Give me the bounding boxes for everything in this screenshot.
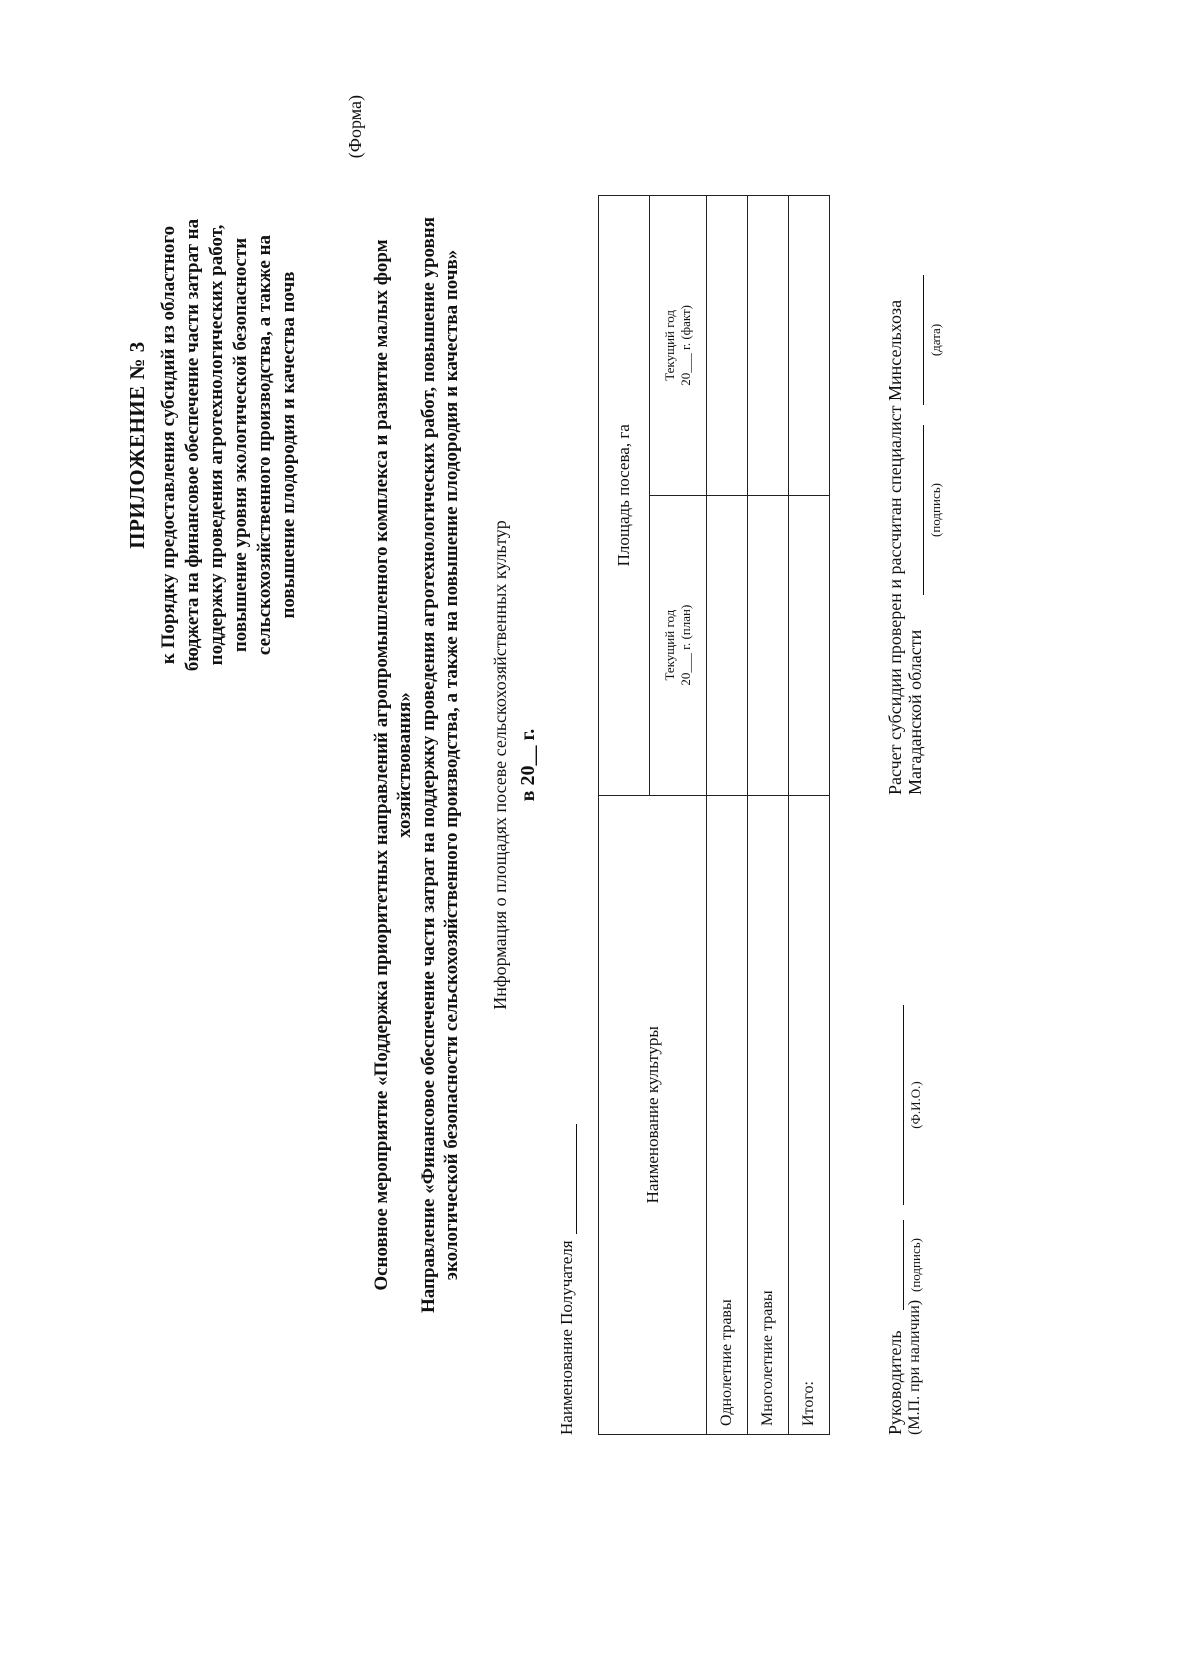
specialist-sign-line[interactable] — [923, 425, 924, 595]
specialist-signature-block — [885, 300, 925, 795]
rotated-form-sheet — [65, 55, 1125, 1555]
fact-cell[interactable] — [707, 196, 748, 496]
header-fact — [650, 196, 707, 496]
specialist-sign-caption: (подпись) — [928, 483, 943, 537]
appendix-line: повышение уровня экологической безопасности — [230, 237, 251, 653]
appendix-line: сельскохозяйственного производства, а также на — [254, 234, 275, 656]
row-label: Многолетние травы — [748, 795, 789, 1434]
crop-area-table — [598, 195, 830, 1435]
direction-title — [417, 95, 463, 1435]
header-plan — [650, 495, 707, 795]
fact-cell[interactable] — [789, 196, 830, 496]
plan-cell[interactable] — [789, 495, 830, 795]
manager-sign-line[interactable] — [903, 1220, 904, 1310]
appendix-line: к Порядку предоставления субсидий из областного — [158, 225, 179, 665]
direction-line: Направление «Финансовое обеспечение части затрат на поддержку проведения агротехнологических работ, повышение уровня — [418, 216, 439, 1314]
form-label: (Форма) — [345, 95, 365, 159]
manager-sign-caption: (подпись) — [908, 1238, 923, 1292]
appendix-line: бюджета на финансовое обеспечение части затрат на — [182, 218, 203, 672]
main-event-title — [370, 95, 416, 1435]
stamp-note: (М.П. при наличии) — [906, 1299, 923, 1435]
year-line: в 20__ г. — [517, 728, 539, 802]
appendix-header — [125, 95, 301, 795]
specialist-date-line[interactable] — [923, 275, 924, 405]
appendix-title: ПРИЛОЖЕНИЕ № 3 — [125, 341, 149, 549]
event-line: хозяйствования» — [394, 692, 415, 838]
header-fact-line: 20___ г. (факт) — [678, 305, 693, 386]
info-subtitle: Информация о площадях посеве сельскохозяйственных культур — [490, 520, 510, 1010]
header-fact-line: Текущий год — [662, 310, 677, 381]
plan-cell[interactable] — [707, 495, 748, 795]
header-plan-line: Текущий год — [662, 609, 677, 681]
header-sown-area: Площадь посева, га — [599, 196, 650, 796]
header-crop-name: Наименование культуры — [599, 795, 707, 1434]
row-label: Итого: — [789, 795, 830, 1434]
table-row — [748, 196, 789, 1435]
appendix-line: поддержку проведения агротехнологических работ, — [206, 224, 227, 666]
plan-cell[interactable] — [748, 495, 789, 795]
event-line: Основное мероприятие «Поддержка приоритетных направлений агропромышленного комплекса и развитие малых форм — [371, 239, 392, 1291]
manager-name-line[interactable] — [903, 1005, 904, 1205]
appendix-line: повышение плодородия и качества почв — [278, 271, 299, 619]
fact-cell[interactable] — [748, 196, 789, 496]
recipient-input-line[interactable] — [560, 1124, 577, 1234]
recipient-label: Наименование Получателя — [557, 1240, 576, 1435]
manager-name-caption: (Ф.И.О.) — [908, 1081, 923, 1129]
appendix-text — [157, 95, 301, 795]
manager-signature-block — [885, 1300, 925, 1435]
recipient-field — [557, 1124, 577, 1435]
table-row — [789, 196, 830, 1435]
specialist-region: Магаданской области — [905, 629, 925, 795]
header-plan-line: 20___ г. (план) — [678, 604, 693, 686]
table-row — [707, 196, 748, 1435]
direction-line: экологической безопасности сельскохозяйственного производства, а также на повышение плодородия и качества почв» — [441, 249, 462, 1281]
row-label: Однолетние травы — [707, 795, 748, 1434]
manager-role: Руководитель — [885, 1330, 905, 1435]
specialist-date-caption: (дата) — [928, 323, 943, 357]
specialist-text: Расчет субсидии проверен и рассчитан специалист Минсельхоза — [885, 299, 905, 795]
